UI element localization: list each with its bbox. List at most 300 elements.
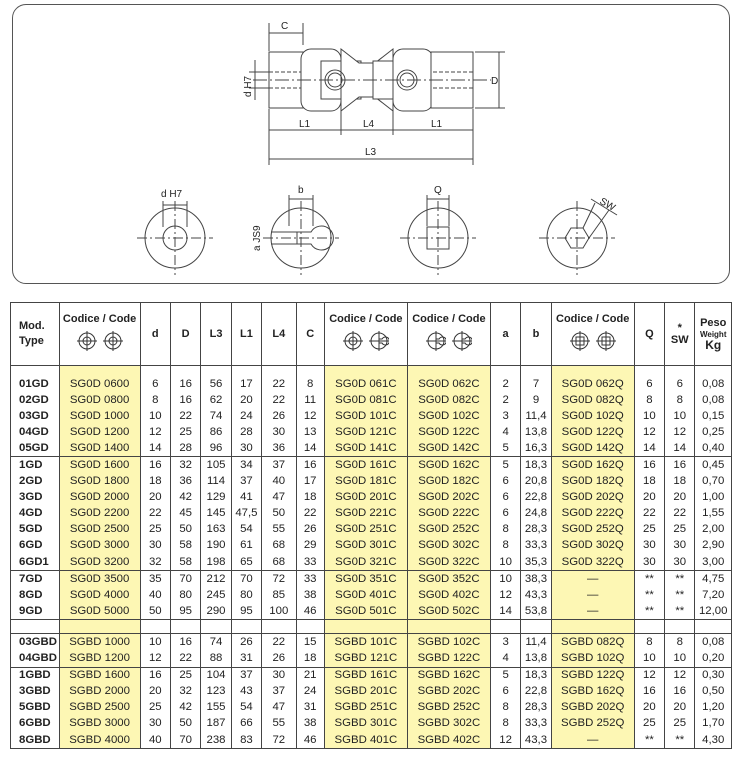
cell-Q: 30 <box>634 554 664 571</box>
cell-Q: 25 <box>634 716 664 732</box>
cell-b: 38,3 <box>521 571 551 588</box>
cell-d: 40 <box>140 732 170 749</box>
header-code-2-label: Codice / Code <box>329 313 403 325</box>
table-row <box>11 651 732 668</box>
cell-d: 35 <box>140 571 170 588</box>
cell-D: 80 <box>170 587 200 603</box>
cell-D: 22 <box>170 651 200 668</box>
empty-cell <box>634 366 664 377</box>
cell-b: 35,3 <box>521 554 551 571</box>
cell-C: 33 <box>296 554 324 571</box>
cell-b: 33,3 <box>521 716 551 732</box>
empty-cell <box>296 366 324 377</box>
empty-cell <box>324 620 407 634</box>
cell-code-c2: SG0D 082C <box>407 392 490 408</box>
cell-a: 8 <box>490 538 520 554</box>
cell-code: SGBD 4000 <box>59 732 140 749</box>
cell-L1: 80 <box>231 587 261 603</box>
cell-SW: 6 <box>665 376 695 392</box>
cell-L3: 74 <box>201 634 231 651</box>
cell-L1: 54 <box>231 522 261 538</box>
cell-b: 16,3 <box>521 440 551 457</box>
cell-L3: 114 <box>201 474 231 490</box>
cell-code-c1: SGBD 201C <box>324 684 407 700</box>
cell-L1: 34 <box>231 457 261 474</box>
cell-a: 6 <box>490 490 520 506</box>
empty-cell <box>695 620 732 634</box>
cell-a: 6 <box>490 684 520 700</box>
cell-SW: 18 <box>665 474 695 490</box>
cell-L4: 85 <box>262 587 296 603</box>
cell-Q: 22 <box>634 506 664 522</box>
empty-cell <box>490 620 520 634</box>
cell-code-c1: SG0D 501C <box>324 603 407 620</box>
dim-l4-label: L4 <box>363 119 375 130</box>
section-hex <box>539 196 617 275</box>
cell-code-q: SGBD 082Q <box>551 634 634 651</box>
table-row <box>11 440 732 457</box>
cell-SW: ** <box>665 571 695 588</box>
cell-L3: 104 <box>201 667 231 684</box>
cell-b: 11,4 <box>521 408 551 424</box>
cell-code-c2: SG0D 102C <box>407 408 490 424</box>
empty-cell <box>551 620 634 634</box>
cell-code: SGBD 1000 <box>59 634 140 651</box>
header-code-1-label: Codice / Code <box>62 313 137 325</box>
cell-SW: 16 <box>665 684 695 700</box>
header-sw-star: * <box>677 322 682 334</box>
cell-code: SG0D 1400 <box>59 440 140 457</box>
cell-L4: 40 <box>262 474 296 490</box>
cell-model: 1GD <box>11 457 60 474</box>
cell-code-q: SG0D 122Q <box>551 424 634 440</box>
cell-code-c2: SG0D 162C <box>407 457 490 474</box>
cell-code-q: SGBD 122Q <box>551 667 634 684</box>
specification-table <box>10 302 732 749</box>
cell-SW: 22 <box>665 506 695 522</box>
cell-C: 14 <box>296 440 324 457</box>
cell-weight: 0,08 <box>695 392 732 408</box>
cell-C: 26 <box>296 522 324 538</box>
cell-code-q: SGBD 252Q <box>551 716 634 732</box>
cell-L3: 74 <box>201 408 231 424</box>
cell-weight: 0,40 <box>695 440 732 457</box>
cell-code-c2: SG0D 302C <box>407 538 490 554</box>
square-bore-symbol-icon <box>596 331 616 356</box>
cell-weight: 4,30 <box>695 732 732 749</box>
cell-b: 22,8 <box>521 684 551 700</box>
cell-code-c1: SG0D 401C <box>324 587 407 603</box>
empty-cell <box>11 366 60 377</box>
cell-D: 58 <box>170 538 200 554</box>
cell-code-c1: SGBD 101C <box>324 634 407 651</box>
cell-weight: 0,15 <box>695 408 732 424</box>
table-row <box>11 376 732 392</box>
bore-symbol-icon <box>77 331 97 356</box>
cell-L4: 72 <box>262 732 296 749</box>
table-row <box>11 603 732 620</box>
cell-Q: 10 <box>634 651 664 668</box>
joint-drawing <box>13 5 731 285</box>
cell-code-c1: SG0D 221C <box>324 506 407 522</box>
empty-cell <box>551 366 634 377</box>
cell-L4: 55 <box>262 716 296 732</box>
cell-Q: 30 <box>634 538 664 554</box>
cell-D: 22 <box>170 408 200 424</box>
cell-L3: 62 <box>201 392 231 408</box>
cell-D: 16 <box>170 376 200 392</box>
cell-code-c2: SG0D 322C <box>407 554 490 571</box>
cell-L1: 66 <box>231 716 261 732</box>
cell-C: 13 <box>296 424 324 440</box>
cell-code-c2: SGBD 162C <box>407 667 490 684</box>
cell-L1: 47,5 <box>231 506 261 522</box>
cell-model: 3GD <box>11 490 60 506</box>
empty-cell <box>521 366 551 377</box>
cell-weight: 1,55 <box>695 506 732 522</box>
header-Q: Q <box>634 303 664 366</box>
cell-D: 32 <box>170 457 200 474</box>
cell-L1: 43 <box>231 684 261 700</box>
cell-L1: 37 <box>231 474 261 490</box>
cell-L3: 123 <box>201 684 231 700</box>
cell-weight: 0,70 <box>695 474 732 490</box>
cell-a: 8 <box>490 700 520 716</box>
cell-b: 9 <box>521 392 551 408</box>
table-row <box>11 700 732 716</box>
cell-Q: 16 <box>634 684 664 700</box>
cell-d: 30 <box>140 538 170 554</box>
header-mod-type <box>11 303 60 366</box>
table-spacer-row <box>11 620 732 634</box>
cell-code: SGBD 1600 <box>59 667 140 684</box>
cell-L3: 155 <box>201 700 231 716</box>
cell-C: 18 <box>296 490 324 506</box>
cell-Q: 20 <box>634 490 664 506</box>
cell-code-q: SG0D 252Q <box>551 522 634 538</box>
header-code-1 <box>59 303 140 366</box>
empty-cell <box>201 620 231 634</box>
cell-code-q: SG0D 082Q <box>551 392 634 408</box>
cell-code: SGBD 2500 <box>59 700 140 716</box>
sec-b-label: b <box>298 185 304 196</box>
sec-dh7-label: d H7 <box>161 189 183 200</box>
table-row <box>11 538 732 554</box>
cell-code-c1: SG0D 081C <box>324 392 407 408</box>
cell-b: 22,8 <box>521 490 551 506</box>
cell-model: 03GD <box>11 408 60 424</box>
cell-a: 4 <box>490 651 520 668</box>
cell-L1: 28 <box>231 424 261 440</box>
cell-b: 13,8 <box>521 424 551 440</box>
cell-model: 01GD <box>11 376 60 392</box>
cell-L1: 17 <box>231 376 261 392</box>
cell-D: 32 <box>170 684 200 700</box>
sec-ajs9-label: a JS9 <box>252 225 263 251</box>
cell-Q: ** <box>634 571 664 588</box>
cell-D: 36 <box>170 474 200 490</box>
cell-code-c2: SG0D 252C <box>407 522 490 538</box>
cell-a: 2 <box>490 376 520 392</box>
cell-L1: 41 <box>231 490 261 506</box>
cell-weight: 0,08 <box>695 376 732 392</box>
cell-code: SG0D 3200 <box>59 554 140 571</box>
cell-Q: 12 <box>634 667 664 684</box>
cell-code: SG0D 0800 <box>59 392 140 408</box>
cell-model: 04GD <box>11 424 60 440</box>
cell-d: 16 <box>140 667 170 684</box>
cell-d: 12 <box>140 651 170 668</box>
cell-weight: 0,50 <box>695 684 732 700</box>
cell-Q: 8 <box>634 392 664 408</box>
cell-L1: 37 <box>231 667 261 684</box>
header-kg-label: Kg <box>705 337 722 352</box>
cell-weight: 3,00 <box>695 554 732 571</box>
cell-code-q: SG0D 322Q <box>551 554 634 571</box>
section-keyway <box>252 185 339 275</box>
cell-C: 22 <box>296 506 324 522</box>
section-square <box>400 185 476 275</box>
cell-b: 43,3 <box>521 732 551 749</box>
cell-C: 38 <box>296 587 324 603</box>
cell-code-c2: SGBD 252C <box>407 700 490 716</box>
cell-code-c1: SG0D 201C <box>324 490 407 506</box>
cell-C: 21 <box>296 667 324 684</box>
cell-a: 2 <box>490 392 520 408</box>
table-padding-row <box>11 366 732 377</box>
empty-cell <box>665 620 695 634</box>
cell-a: 6 <box>490 506 520 522</box>
cell-code: SG0D 1800 <box>59 474 140 490</box>
dim-d-label: D <box>491 76 499 87</box>
cell-L1: 65 <box>231 554 261 571</box>
cell-Q: 20 <box>634 700 664 716</box>
cell-code-c2: SGBD 302C <box>407 716 490 732</box>
cell-D: 58 <box>170 554 200 571</box>
cell-C: 11 <box>296 392 324 408</box>
header-code-4 <box>551 303 634 366</box>
cell-code-c1: SG0D 251C <box>324 522 407 538</box>
cell-b: 18,3 <box>521 457 551 474</box>
cell-code: SG0D 1000 <box>59 408 140 424</box>
cell-L4: 47 <box>262 700 296 716</box>
cell-L1: 95 <box>231 603 261 620</box>
cell-model: 5GBD <box>11 700 60 716</box>
cell-L3: 190 <box>201 538 231 554</box>
cell-d: 50 <box>140 603 170 620</box>
cell-weight: 4,75 <box>695 571 732 588</box>
cell-weight: 0,20 <box>695 651 732 668</box>
cell-model: 04GBD <box>11 651 60 668</box>
cell-code-c2: SG0D 122C <box>407 424 490 440</box>
cell-model: 8GD <box>11 587 60 603</box>
cell-code-q: — <box>551 603 634 620</box>
cell-a: 4 <box>490 424 520 440</box>
cell-L3: 187 <box>201 716 231 732</box>
cell-a: 3 <box>490 634 520 651</box>
cell-code-c2: SG0D 222C <box>407 506 490 522</box>
cell-code-c2: SG0D 062C <box>407 376 490 392</box>
cell-model: 8GBD <box>11 732 60 749</box>
cell-d: 10 <box>140 634 170 651</box>
empty-cell <box>231 366 261 377</box>
cell-L1: 20 <box>231 392 261 408</box>
empty-cell <box>170 620 200 634</box>
cell-d: 8 <box>140 392 170 408</box>
header-code-3-label: Codice / Code <box>412 313 486 325</box>
cell-SW: 12 <box>665 667 695 684</box>
cell-model: 1GBD <box>11 667 60 684</box>
empty-cell <box>521 620 551 634</box>
cell-D: 42 <box>170 490 200 506</box>
cell-model: 4GD <box>11 506 60 522</box>
cell-C: 33 <box>296 571 324 588</box>
header-L1: L1 <box>231 303 261 366</box>
cell-code-c1: SG0D 321C <box>324 554 407 571</box>
cell-a: 3 <box>490 408 520 424</box>
empty-cell <box>231 620 261 634</box>
cell-code-c1: SGBD 121C <box>324 651 407 668</box>
cell-L3: 88 <box>201 651 231 668</box>
sec-q-label: Q <box>434 185 442 196</box>
cell-d: 16 <box>140 457 170 474</box>
cell-code-c1: SG0D 181C <box>324 474 407 490</box>
bore-symbol-icon <box>103 331 123 356</box>
table-row <box>11 732 732 749</box>
cell-D: 25 <box>170 424 200 440</box>
empty-cell <box>59 366 140 377</box>
cell-SW: 8 <box>665 634 695 651</box>
cell-b: 7 <box>521 376 551 392</box>
cell-SW: 20 <box>665 490 695 506</box>
cell-code-q: — <box>551 587 634 603</box>
cell-code-q: SG0D 222Q <box>551 506 634 522</box>
cell-Q: 16 <box>634 457 664 474</box>
empty-cell <box>490 366 520 377</box>
header-peso-label: Peso <box>700 316 727 329</box>
cell-d: 20 <box>140 684 170 700</box>
dim-l1-right-label: L1 <box>431 119 443 130</box>
header-a: a <box>490 303 520 366</box>
table-row <box>11 490 732 506</box>
empty-cell <box>170 366 200 377</box>
cell-L4: 26 <box>262 651 296 668</box>
table-body <box>11 366 732 749</box>
cell-d: 32 <box>140 554 170 571</box>
cell-code-q: SG0D 062Q <box>551 376 634 392</box>
cell-Q: ** <box>634 603 664 620</box>
empty-cell <box>324 366 407 377</box>
cell-SW: 30 <box>665 538 695 554</box>
cell-model: 6GD1 <box>11 554 60 571</box>
cell-code-q: SG0D 302Q <box>551 538 634 554</box>
cell-weight: 0,08 <box>695 634 732 651</box>
square-bore-symbol-icon <box>570 331 590 356</box>
cell-code-c1: SG0D 061C <box>324 376 407 392</box>
cell-C: 31 <box>296 700 324 716</box>
cell-L1: 83 <box>231 732 261 749</box>
cell-C: 38 <box>296 716 324 732</box>
cell-D: 28 <box>170 440 200 457</box>
cell-L3: 290 <box>201 603 231 620</box>
cell-Q: 14 <box>634 440 664 457</box>
cell-C: 18 <box>296 651 324 668</box>
empty-cell <box>634 620 664 634</box>
cell-code-c1: SG0D 141C <box>324 440 407 457</box>
cell-L4: 36 <box>262 440 296 457</box>
empty-cell <box>407 620 490 634</box>
cell-C: 24 <box>296 684 324 700</box>
cell-model: 2GD <box>11 474 60 490</box>
cell-a: 12 <box>490 587 520 603</box>
cell-Q: 10 <box>634 408 664 424</box>
cell-L4: 30 <box>262 424 296 440</box>
dim-dh7-label: d H7 <box>243 75 254 97</box>
empty-cell <box>262 620 296 634</box>
cell-C: 12 <box>296 408 324 424</box>
cell-a: 5 <box>490 667 520 684</box>
cell-L4: 26 <box>262 408 296 424</box>
cell-L3: 129 <box>201 490 231 506</box>
header-C: C <box>296 303 324 366</box>
cell-L4: 22 <box>262 634 296 651</box>
cell-L3: 56 <box>201 376 231 392</box>
cell-d: 25 <box>140 700 170 716</box>
cell-d: 20 <box>140 490 170 506</box>
empty-cell <box>695 366 732 377</box>
cell-code: SG0D 3000 <box>59 538 140 554</box>
cell-b: 28,3 <box>521 700 551 716</box>
cell-SW: 30 <box>665 554 695 571</box>
cell-weight: 0,30 <box>695 667 732 684</box>
cell-code-c2: SG0D 352C <box>407 571 490 588</box>
cell-code-q: SGBD 162Q <box>551 684 634 700</box>
table-header-row <box>11 303 732 366</box>
cell-code-c2: SG0D 202C <box>407 490 490 506</box>
cell-code: SG0D 1600 <box>59 457 140 474</box>
cell-L3: 212 <box>201 571 231 588</box>
cell-L1: 70 <box>231 571 261 588</box>
cell-C: 8 <box>296 376 324 392</box>
cell-L4: 55 <box>262 522 296 538</box>
header-weight-label: Weight <box>699 329 727 339</box>
cell-a: 10 <box>490 571 520 588</box>
cell-weight: 1,20 <box>695 700 732 716</box>
cell-code-q: SG0D 202Q <box>551 490 634 506</box>
cell-weight: 0,45 <box>695 457 732 474</box>
cell-SW: 10 <box>665 651 695 668</box>
cell-D: 25 <box>170 667 200 684</box>
header-D: D <box>170 303 200 366</box>
cell-L4: 22 <box>262 376 296 392</box>
cell-L4: 37 <box>262 457 296 474</box>
cell-code-c1: SG0D 101C <box>324 408 407 424</box>
cell-C: 15 <box>296 634 324 651</box>
cell-b: 24,8 <box>521 506 551 522</box>
cell-code-c1: SGBD 161C <box>324 667 407 684</box>
cell-Q: 25 <box>634 522 664 538</box>
cell-code: SG0D 5000 <box>59 603 140 620</box>
table-row <box>11 506 732 522</box>
cell-code-q: SGBD 202Q <box>551 700 634 716</box>
empty-cell <box>407 366 490 377</box>
cell-SW: 8 <box>665 392 695 408</box>
technical-drawing-panel <box>12 4 730 284</box>
cell-code-c1: SG0D 161C <box>324 457 407 474</box>
cell-SW: ** <box>665 732 695 749</box>
cell-weight: 7,20 <box>695 587 732 603</box>
cell-code-c2: SGBD 402C <box>407 732 490 749</box>
